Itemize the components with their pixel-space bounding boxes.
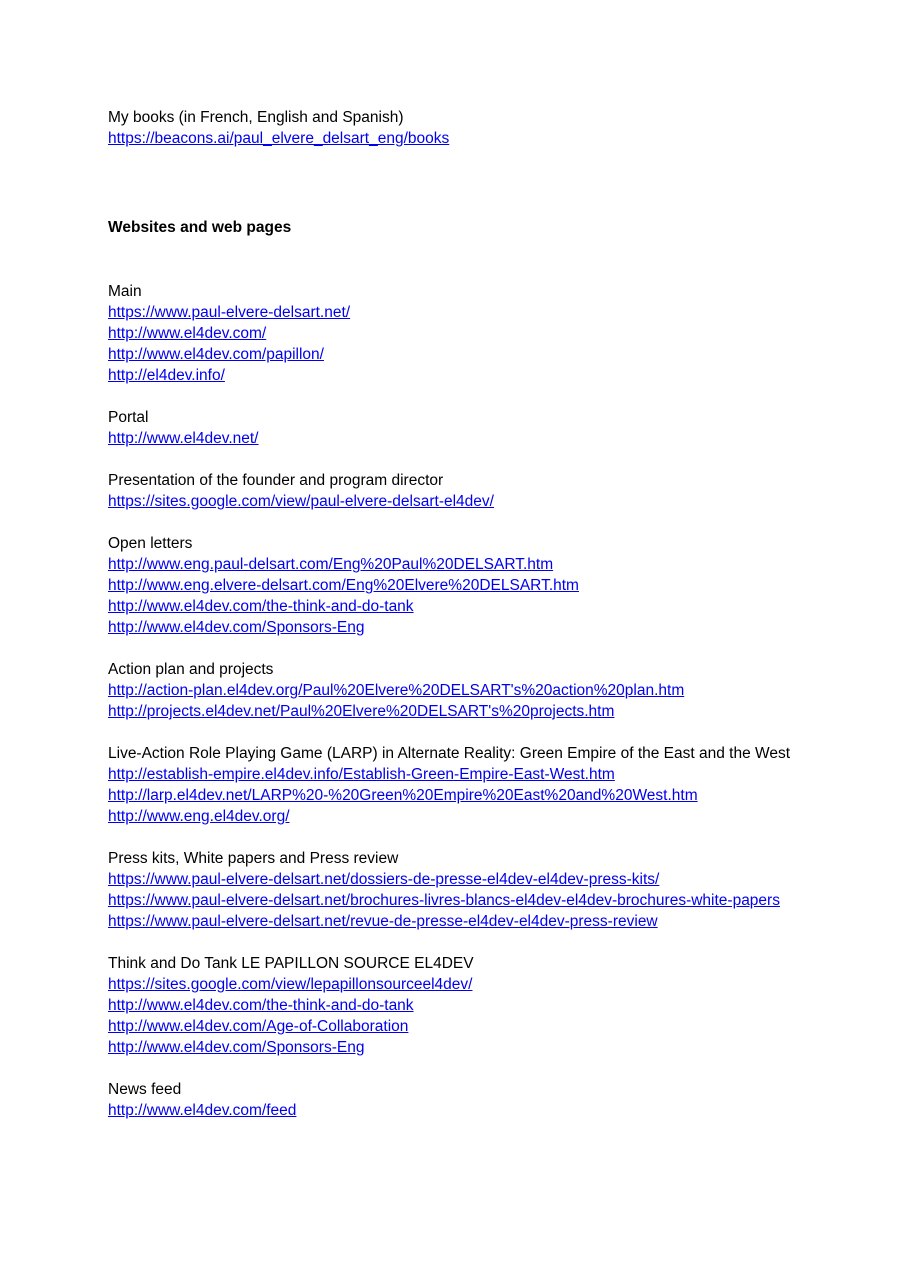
link[interactable]: http://projects.el4dev.net/Paul%20Elvere%20DELSART's%20projects.htm — [108, 703, 615, 720]
intro-label: My books (in French, English and Spanish) — [108, 109, 404, 126]
link[interactable]: http://establish-empire.el4dev.info/Establish-Green-Empire-East-West.htm — [108, 766, 615, 783]
section-title: Open letters — [108, 535, 193, 552]
link[interactable]: https://sites.google.com/view/paul-elvere-delsart-el4dev/ — [108, 493, 494, 510]
section-presentation — [108, 470, 845, 512]
section-news-feed — [108, 1079, 845, 1121]
section-think-tank — [108, 953, 845, 1058]
link[interactable]: https://sites.google.com/view/lepapillonsourceel4dev/ — [108, 976, 473, 993]
link[interactable]: http://www.el4dev.com/papillon/ — [108, 346, 324, 363]
section-action-plan — [108, 659, 845, 722]
link[interactable]: http://action-plan.el4dev.org/Paul%20Elvere%20DELSART's%20action%20plan.htm — [108, 682, 685, 699]
intro-block — [108, 107, 845, 149]
link[interactable]: https://www.paul-elvere-delsart.net/revue-de-presse-el4dev-el4dev-press-review — [108, 913, 658, 930]
section-title: Presentation of the founder and program director — [108, 472, 444, 489]
section-open-letters — [108, 533, 845, 638]
section-title: Main — [108, 283, 142, 300]
link[interactable]: http://www.el4dev.com/feed — [108, 1102, 297, 1119]
link[interactable]: http://www.el4dev.com/Age-of-Collaboration — [108, 1018, 409, 1035]
section-title: News feed — [108, 1081, 182, 1098]
section-title: Think and Do Tank LE PAPILLON SOURCE EL4DEV — [108, 955, 474, 972]
section-press — [108, 848, 845, 932]
link[interactable]: http://www.el4dev.com/Sponsors-Eng — [108, 1039, 365, 1056]
link[interactable]: http://www.el4dev.net/ — [108, 430, 259, 447]
link[interactable]: http://www.eng.el4dev.org/ — [108, 808, 290, 825]
link[interactable]: https://www.paul-elvere-delsart.net/brochures-livres-blancs-el4dev-el4dev-brochures-white-papers — [108, 892, 780, 909]
link[interactable]: http://www.eng.paul-delsart.com/Eng%20Paul%20DELSART.htm — [108, 556, 554, 573]
link[interactable]: http://www.el4dev.com/the-think-and-do-tank — [108, 598, 414, 615]
link[interactable]: http://el4dev.info/ — [108, 367, 225, 384]
section-title: Portal — [108, 409, 149, 426]
section-larp — [108, 743, 845, 827]
link[interactable]: http://www.eng.elvere-delsart.com/Eng%20Elvere%20DELSART.htm — [108, 577, 579, 594]
page-heading: Websites and web pages — [108, 219, 292, 236]
link[interactable]: http://www.el4dev.com/Sponsors-Eng — [108, 619, 365, 636]
section-main — [108, 281, 845, 386]
section-title: Press kits, White papers and Press review — [108, 850, 399, 867]
section-portal — [108, 407, 845, 449]
intro-link[interactable]: https://beacons.ai/paul_elvere_delsart_eng/books — [108, 130, 450, 147]
link[interactable]: https://www.paul-elvere-delsart.net/dossiers-de-presse-el4dev-el4dev-press-kits/ — [108, 871, 660, 888]
section-title: Action plan and projects — [108, 661, 274, 678]
link[interactable]: http://larp.el4dev.net/LARP%20-%20Green%20Empire%20East%20and%20West.htm — [108, 787, 698, 804]
link[interactable]: http://www.el4dev.com/ — [108, 325, 267, 342]
section-title: Live-Action Role Playing Game (LARP) in Alternate Reality: Green Empire of the East and the West — [108, 745, 791, 762]
link[interactable]: http://www.el4dev.com/the-think-and-do-tank — [108, 997, 414, 1014]
link[interactable]: https://www.paul-elvere-delsart.net/ — [108, 304, 351, 321]
